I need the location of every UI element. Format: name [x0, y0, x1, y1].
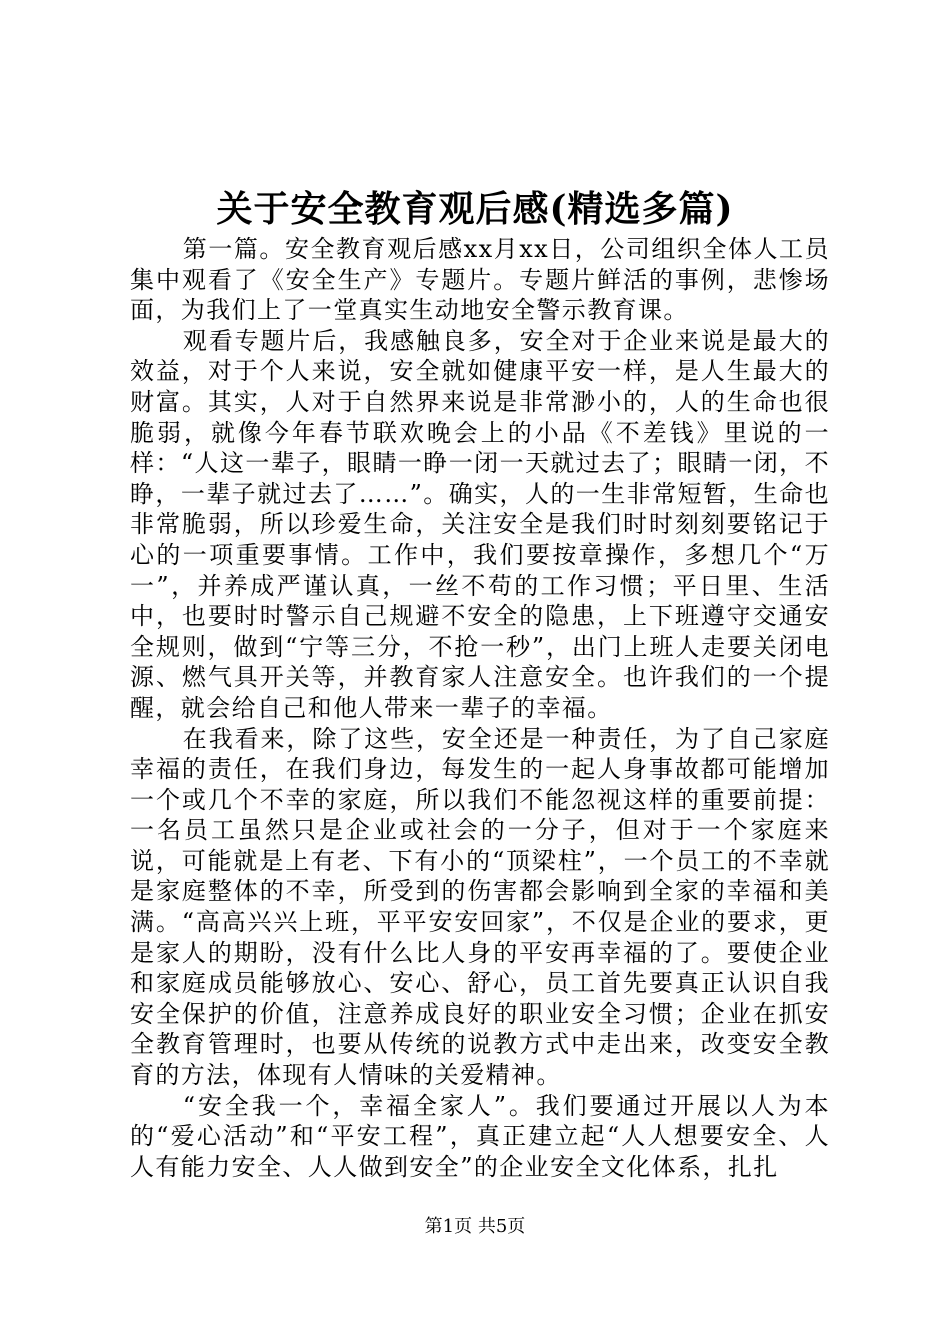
page-footer: 第1页 共5页	[424, 1216, 526, 1237]
paragraph-3: 在我看来，除了这些，安全还是一种责任，为了自己家庭幸福的责任，在我们身边，每发生的一起人身事故都可能增加一个或几个不幸的家庭，所以我们不能忽视这样的重要前提：一名员工虽然只是企业或社会的一分子，但对于一个家庭来说，可能就是上有老、下有小的“顶梁柱”，一个员工的不幸就是家庭整体的不幸，所受到的伤害都会影响到全家的幸福和美满。“高高兴兴上班，平平安安回家”，不仅是企业的要求，更是家人的期盼，没有什么比人身的平安再幸福的了。要使企业和家庭成员能够放心、安心、舒心，员工首先要真正认识自我安全保护的价值，注意养成良好的职业安全习惯；企业在抓安全教育管理时，也要从传统的说教方式中走出来，改变安全教育的方法，体现有人情味的关爱精神。	[130, 724, 830, 1090]
paragraph-2: 观看专题片后，我感触良多，安全对于企业来说是最大的效益，对于个人来说，安全就如健康平安一样，是人生最大的财富。其实，人对于自然界来说是非常渺小的，人的生命也很脆弱，就像今年春节联欢晚会上的小品《不差钱》里说的一样：“人这一辈子，眼睛一睁一闭一天就过去了；眼睛一闭，不睁，一辈子就过去了……”。确实，人的一生非常短暂，生命也非常脆弱，所以珍爱生命，关注安全是我们时时刻刻要铭记于心的一项重要事情。工作中，我们要按章操作，多想几个“万一”，并养成严谨认真，一丝不苟的工作习惯；平日里、生活中，也要时时警示自己规避不安全的隐患，上下班遵守交通安全规则，做到“宁等三分，不抢一秒”，出门上班人走要关闭电源、燃气具开关等，并教育家人注意安全。也许我们的一个提醒，就会给自己和他人带来一辈子的幸福。	[130, 326, 830, 722]
paragraph-1: 第一篇。安全教育观后感xx月xx日，公司组织全体人工员集中观看了《安全生产》专题片。专题片鲜活的事例，悲惨场面，为我们上了一堂真实生动地安全警示教育课。	[130, 235, 830, 325]
paragraph-4: “安全我一个，幸福全家人”。我们要通过开展以人为本的“爱心活动”和“平安工程”，真正建立起“人人想要安全、人人有能力安全、人人做到安全”的企业安全文化体系，扎扎	[130, 1091, 830, 1181]
document-body	[130, 234, 830, 1182]
document-title: 关于安全教育观后感(精选多篇)	[216, 188, 734, 230]
